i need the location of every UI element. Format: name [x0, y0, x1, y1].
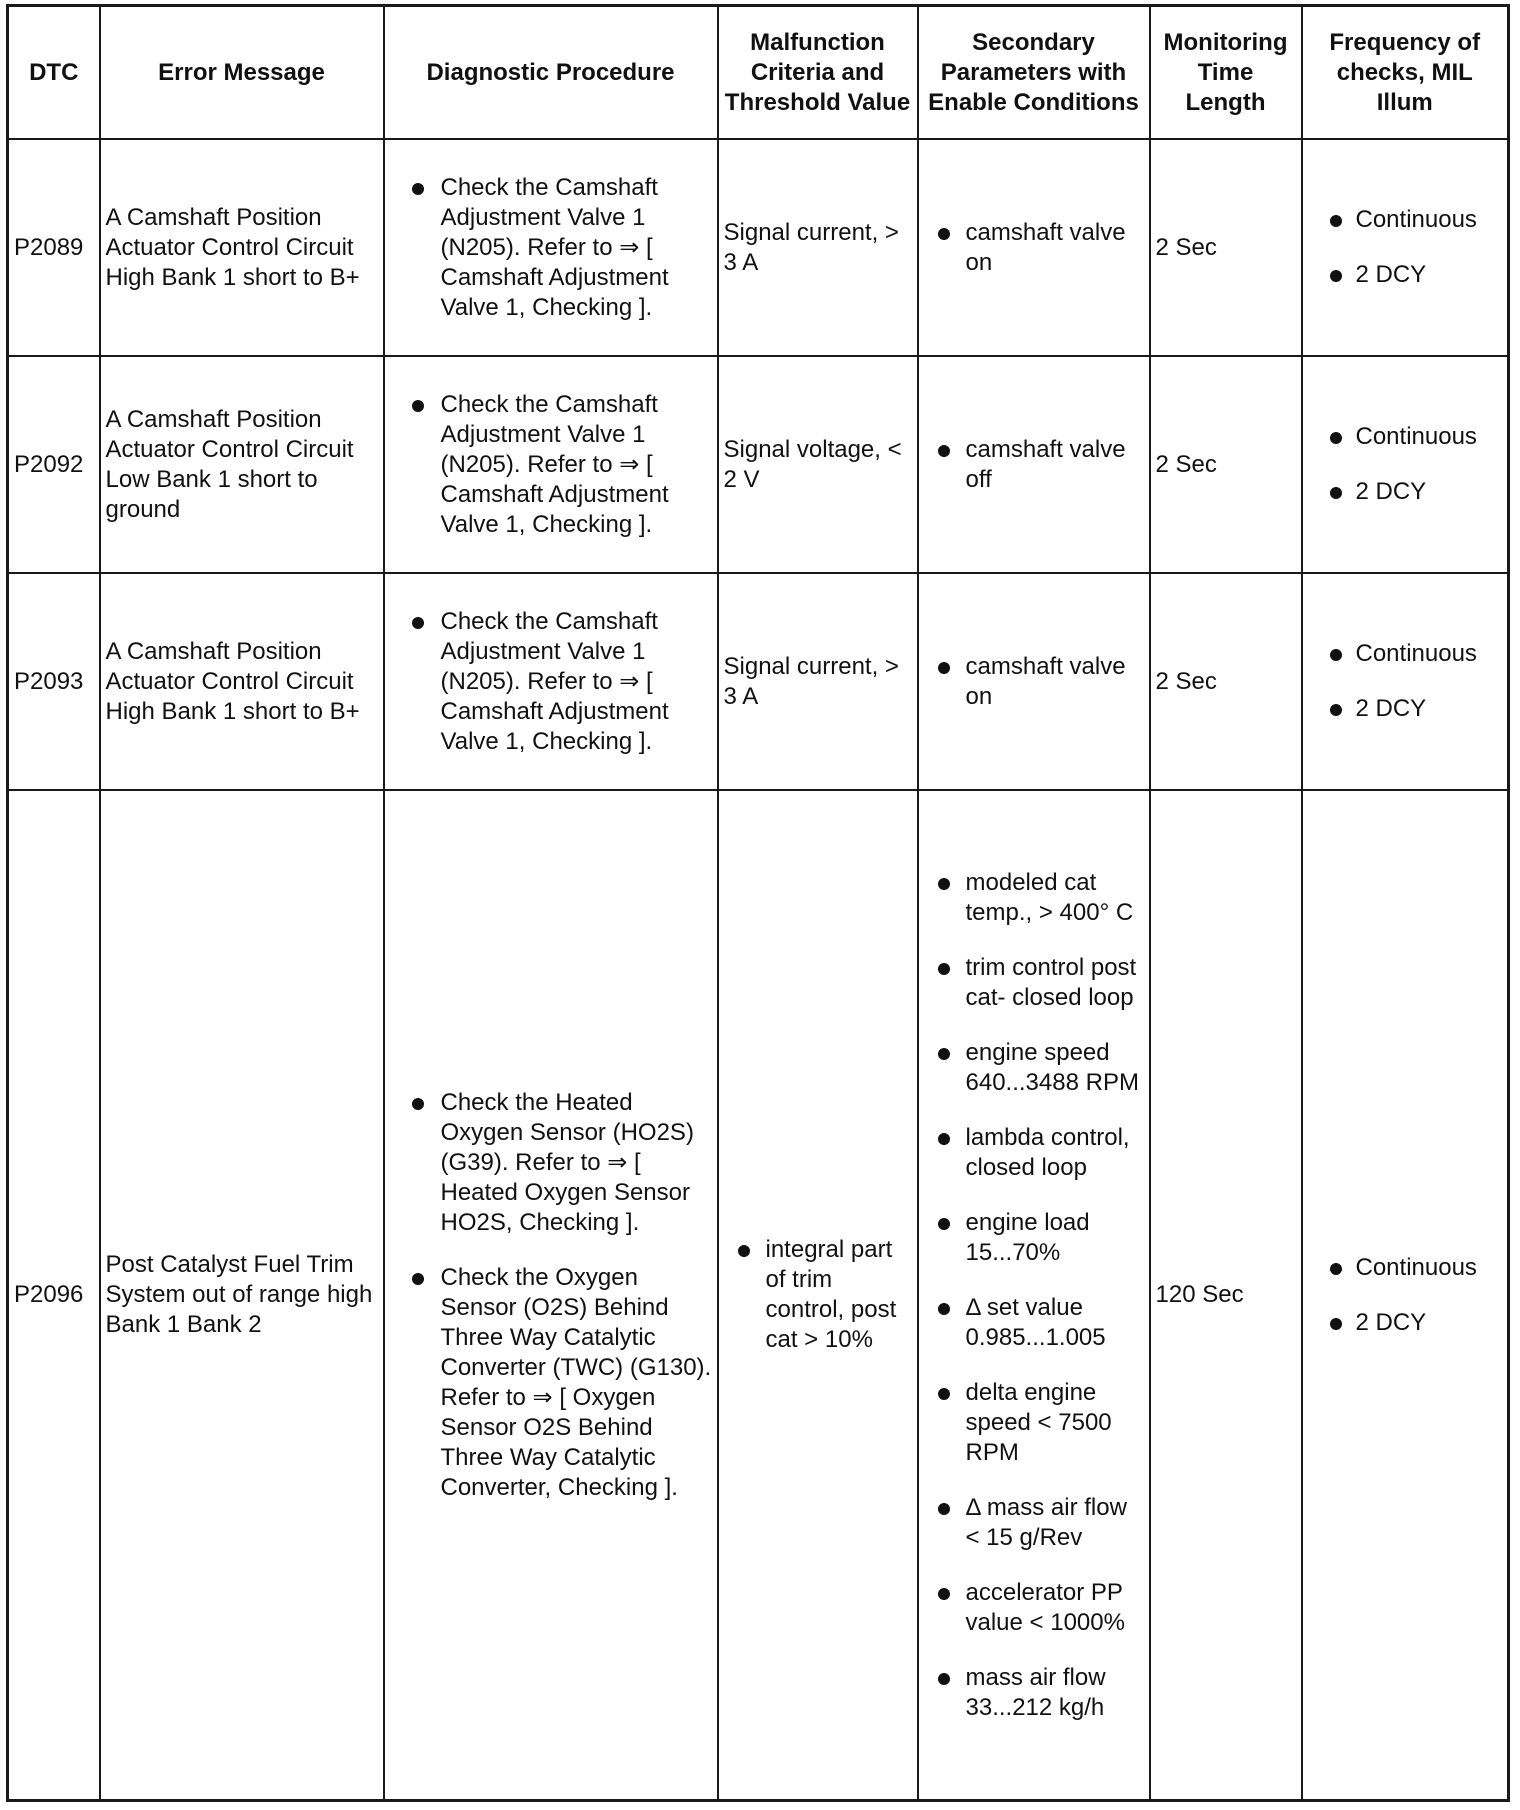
header-dtc: DTC [8, 6, 100, 140]
procedure-step: Check the Camshaft Adjustment Valve 1 (N205). Refer to ⇒ [ Camshaft Adjustment Valve 1, Checking ]. [390, 173, 712, 323]
monitoring-time: 2 Sec [1150, 139, 1302, 356]
frequency-item: Continuous [1308, 422, 1503, 452]
secondary-item: trim control post cat- closed loop [924, 953, 1144, 1013]
header-malfunction-criteria: Malfunction Criteria and Threshold Value [718, 6, 918, 140]
secondary-parameters [918, 573, 1150, 790]
frequency-list [1308, 205, 1503, 290]
procedure-step: Check the Heated Oxygen Sensor (HO2S) (G39). Refer to ⇒ [ Heated Oxygen Sensor HO2S, Checking ]. [390, 1088, 712, 1238]
frequency-item: 2 DCY [1308, 1308, 1503, 1338]
procedure-list [390, 1088, 712, 1503]
header-monitoring-time: Monitoring Time Length [1150, 6, 1302, 140]
error-message: Post Catalyst Fuel Trim System out of range high Bank 1 Bank 2 [100, 790, 384, 1801]
table-row [8, 573, 1509, 790]
malfunction-list [724, 1235, 912, 1355]
secondary-list [924, 868, 1144, 1723]
table-row [8, 356, 1509, 573]
procedure-list [390, 607, 712, 757]
secondary-item: camshaft valve on [924, 652, 1144, 712]
secondary-item: Δ set value 0.985...1.005 [924, 1293, 1144, 1353]
frequency [1302, 573, 1509, 790]
secondary-item: modeled cat temp., > 400° C [924, 868, 1144, 928]
frequency-list [1308, 1253, 1503, 1338]
frequency-item: Continuous [1308, 639, 1503, 669]
secondary-item: engine load 15...70% [924, 1208, 1144, 1268]
frequency-item: Continuous [1308, 205, 1503, 235]
dtc-table [6, 4, 1510, 1802]
malfunction-criteria: Signal voltage, < 2 V [718, 356, 918, 573]
header-error-message: Error Message [100, 6, 384, 140]
malfunction-criteria [718, 790, 918, 1801]
header-secondary-parameters: Secondary Parameters with Enable Conditions [918, 6, 1150, 140]
secondary-item: accelerator PP value < 1000% [924, 1578, 1144, 1638]
dtc-code: P2093 [8, 573, 100, 790]
dtc-code: P2096 [8, 790, 100, 1801]
error-message: A Camshaft Position Actuator Control Circuit Low Bank 1 short to ground [100, 356, 384, 573]
frequency-item: Continuous [1308, 1253, 1503, 1283]
monitoring-time: 120 Sec [1150, 790, 1302, 1801]
frequency [1302, 790, 1509, 1801]
frequency-list [1308, 422, 1503, 507]
frequency-list [1308, 639, 1503, 724]
secondary-list [924, 435, 1144, 495]
header-frequency: Frequency of checks, MIL Illum [1302, 6, 1509, 140]
dtc-code: P2092 [8, 356, 100, 573]
frequency [1302, 356, 1509, 573]
secondary-item: Δ mass air flow < 15 g/Rev [924, 1493, 1144, 1553]
header-diagnostic-procedure: Diagnostic Procedure [384, 6, 718, 140]
frequency-item: 2 DCY [1308, 694, 1503, 724]
monitoring-time: 2 Sec [1150, 356, 1302, 573]
secondary-item: engine speed 640...3488 RPM [924, 1038, 1144, 1098]
error-message: A Camshaft Position Actuator Control Circuit High Bank 1 short to B+ [100, 139, 384, 356]
procedure-step: Check the Oxygen Sensor (O2S) Behind Three Way Catalytic Converter (TWC) (G130). Refer to ⇒ [ Oxygen Sensor O2S Behind Three Way Catalytic Converter, Checking ]. [390, 1263, 712, 1503]
secondary-item: delta engine speed < 7500 RPM [924, 1378, 1144, 1468]
secondary-parameters [918, 356, 1150, 573]
secondary-parameters [918, 139, 1150, 356]
secondary-item: lambda control, closed loop [924, 1123, 1144, 1183]
procedure-step: Check the Camshaft Adjustment Valve 1 (N205). Refer to ⇒ [ Camshaft Adjustment Valve 1, Checking ]. [390, 390, 712, 540]
table-row [8, 139, 1509, 356]
secondary-item: camshaft valve on [924, 218, 1144, 278]
malfunction-criteria: Signal current, > 3 A [718, 573, 918, 790]
diagnostic-procedure [384, 139, 718, 356]
secondary-list [924, 218, 1144, 278]
procedure-list [390, 390, 712, 540]
procedure-step: Check the Camshaft Adjustment Valve 1 (N205). Refer to ⇒ [ Camshaft Adjustment Valve 1, Checking ]. [390, 607, 712, 757]
secondary-item: camshaft valve off [924, 435, 1144, 495]
frequency-item: 2 DCY [1308, 260, 1503, 290]
error-message: A Camshaft Position Actuator Control Circuit High Bank 1 short to B+ [100, 573, 384, 790]
secondary-item: mass air flow 33...212 kg/h [924, 1663, 1144, 1723]
diagnostic-procedure [384, 573, 718, 790]
diagnostic-procedure [384, 790, 718, 1801]
diagnostic-procedure [384, 356, 718, 573]
malfunction-criteria: Signal current, > 3 A [718, 139, 918, 356]
table-row [8, 790, 1509, 1801]
header-row [8, 6, 1509, 140]
procedure-list [390, 173, 712, 323]
monitoring-time: 2 Sec [1150, 573, 1302, 790]
frequency [1302, 139, 1509, 356]
secondary-parameters [918, 790, 1150, 1801]
frequency-item: 2 DCY [1308, 477, 1503, 507]
malfunction-item: integral part of trim control, post cat > 10% [724, 1235, 912, 1355]
secondary-list [924, 652, 1144, 712]
dtc-code: P2089 [8, 139, 100, 356]
